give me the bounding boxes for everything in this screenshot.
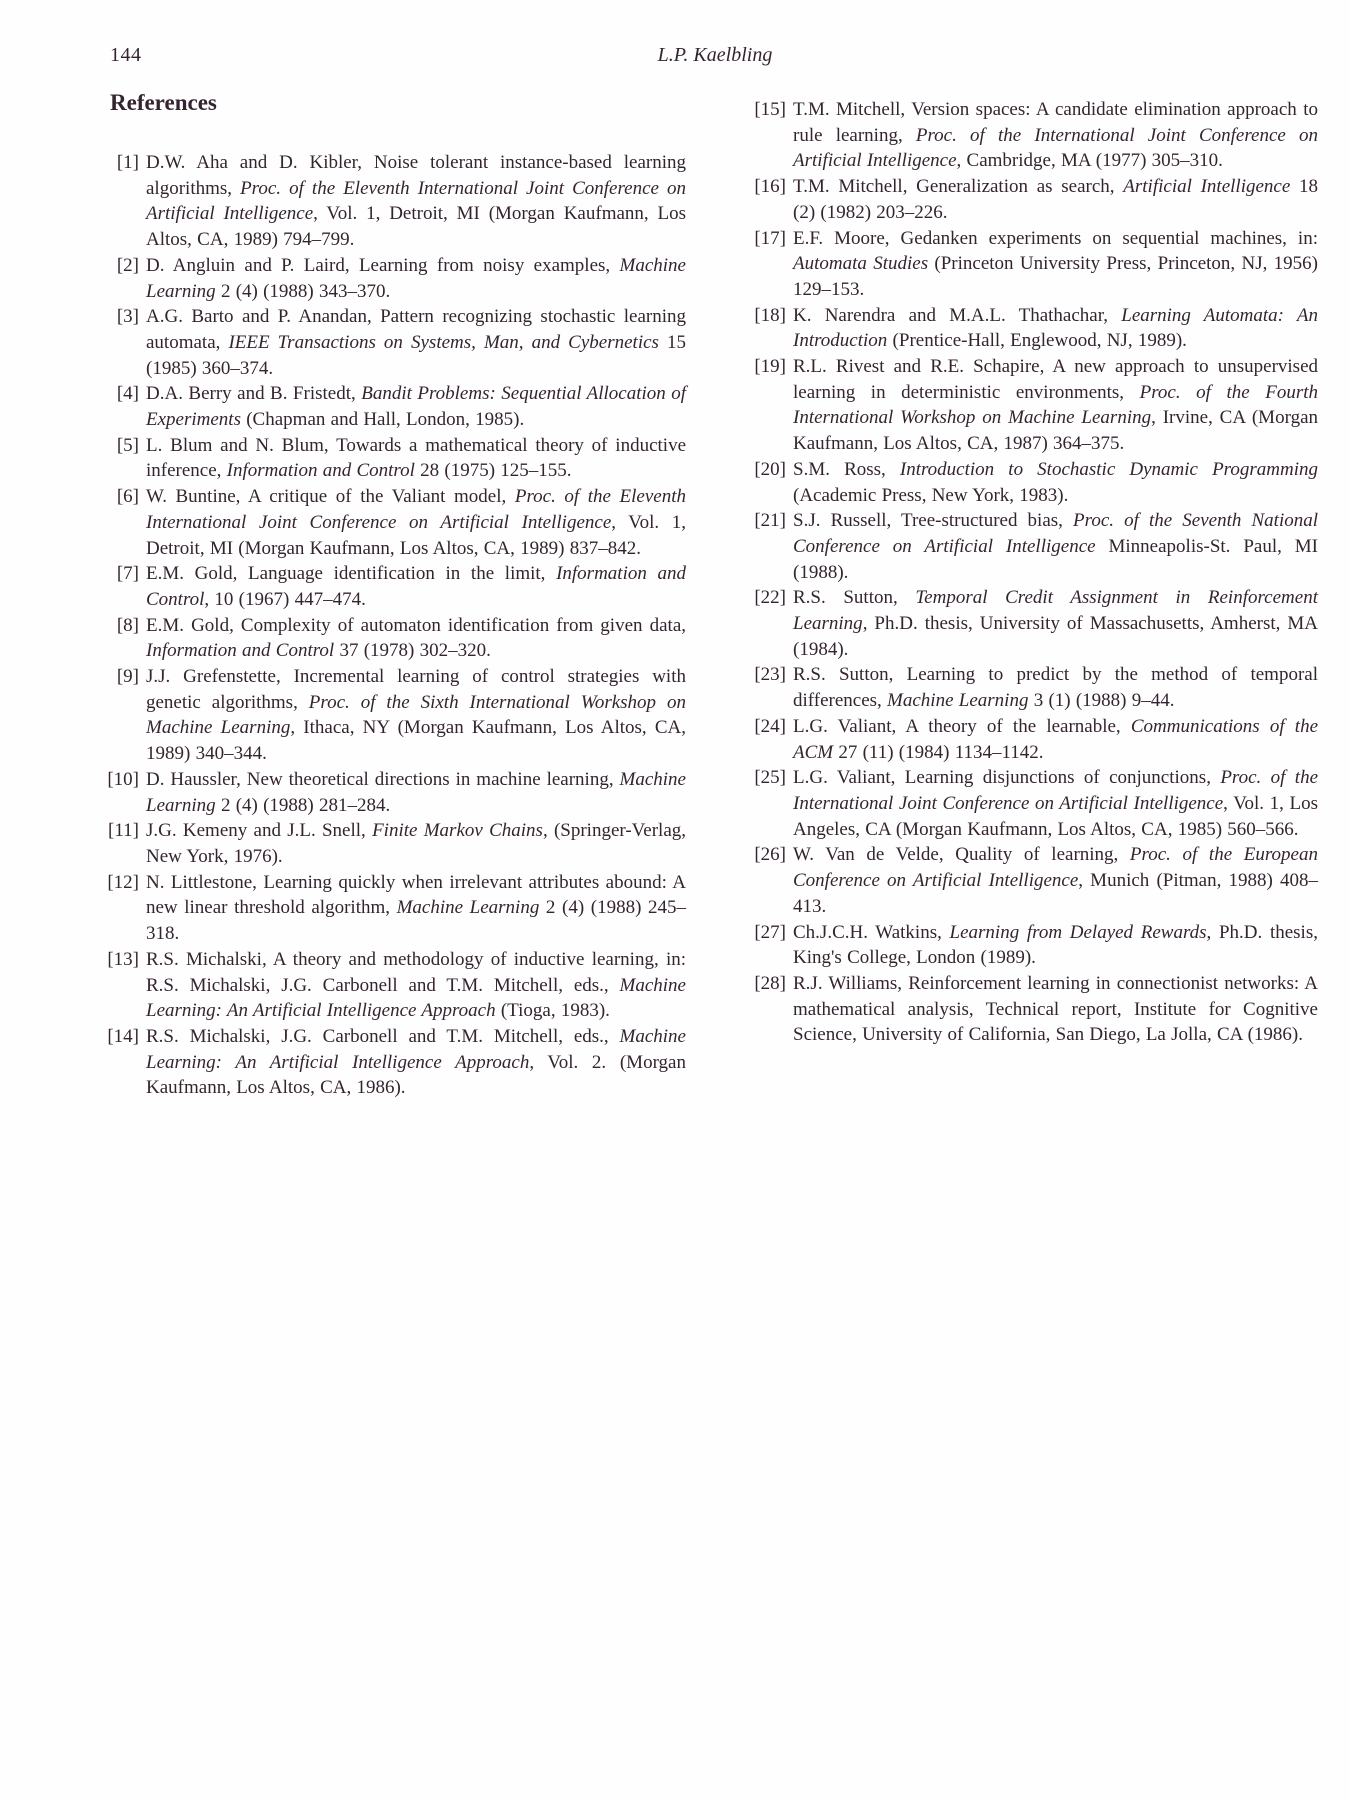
reference-item [746, 174, 1318, 225]
reference-item [746, 971, 1318, 1048]
reference-number: [16] [754, 176, 786, 198]
reference-text: J.G. Kemeny and J.L. Snell, Finite Markov Chains, (Springer-Verlag, New York, 1976). [146, 820, 687, 867]
reference-number: [25] [754, 767, 786, 789]
reference-number: [1] [116, 152, 139, 173]
running-head: L.P. Kaelbling [657, 44, 773, 66]
reference-number: [19] [754, 356, 786, 378]
reference-text: R.S. Michalski, A theory and methodology of inductive learning, in: R.S. Michalski, J.G. Carbonell and T.M. Mitchell, eds., Machine Learning: An Artificial Intelligence Approach (Tioga, 1983). [146, 948, 686, 1022]
reference-item [106, 484, 686, 561]
reference-item [106, 561, 686, 612]
reference-number: [2] [116, 254, 139, 276]
reference-text: E.M. Gold, Complexity of automaton identification from given data, Information and Control 37 (1978) 302–320. [146, 614, 686, 662]
reference-number: [15] [754, 99, 786, 120]
reference-number: [7] [116, 563, 139, 585]
reference-text: T.M. Mitchell, Generalization as search, Artificial Intelligence 18 (2) (1982) 203–226. [793, 176, 1319, 223]
reference-item [746, 354, 1318, 457]
reference-item [746, 226, 1318, 303]
reference-item [106, 947, 686, 1024]
reference-item [746, 457, 1318, 508]
reference-item [746, 585, 1318, 662]
reference-item [106, 818, 686, 869]
reference-text: R.L. Rivest and R.E. Schapire, A new approach to unsupervised learning in deterministic environments, Proc. of the Fourth International Workshop on Machine Learning, Irvine, CA (Morgan Kaufmann, Los Altos, CA, 1987) 364–375. [793, 356, 1318, 455]
reference-number: [13] [107, 948, 139, 970]
reference-text: A.G. Barto and P. Anandan, Pattern recognizing stochastic learning automata, IEEE Transactions on Systems, Man, and Cybernetics 15 (1985) 360–374. [146, 306, 686, 379]
reference-item [106, 1024, 686, 1101]
reference-item [746, 920, 1318, 971]
reference-number: [4] [116, 383, 139, 405]
reference-text: L. Blum and N. Blum, Towards a mathematical theory of inductive inference, Information and Control 28 (1975) 125–155. [146, 434, 686, 482]
reference-number: [24] [754, 715, 786, 737]
reference-item [106, 253, 686, 304]
reference-text: D.A. Berry and B. Fristedt, Bandit Problems: Sequential Allocation of Experiments (Chapman and Hall, London, 1985). [146, 383, 686, 431]
reference-text: D. Angluin and P. Laird, Learning from noisy examples, Machine Learning 2 (4) (1988) 343–370. [146, 254, 686, 302]
reference-text: D. Haussler, New theoretical directions in machine learning, Machine Learning 2 (4) (1988) 281–284. [146, 768, 686, 816]
reference-text: R.S. Sutton, Temporal Credit Assignment in Reinforcement Learning, Ph.D. thesis, University of Massachusetts, Amherst, MA (1984). [793, 587, 1318, 660]
reference-number: [11] [108, 820, 139, 842]
reference-number: [6] [116, 486, 139, 508]
reference-item [746, 303, 1318, 354]
reference-text: E.M. Gold, Language identification in the limit, Information and Control, 10 (1967) 447–474. [146, 563, 686, 610]
reference-text: E.F. Moore, Gedanken experiments on sequential machines, in: Automata Studies (Princeton University Press, Princeton, NJ, 1956) 129–153. [793, 227, 1318, 300]
reference-text: R.J. Williams, Reinforcement learning in connectionist networks: A mathematical analysis, Technical report, Institute for Cognitive Science, University of California, San Diego, La Jolla, CA (1986). [793, 972, 1318, 1046]
reference-number: [28] [754, 972, 786, 994]
reference-number: [10] [107, 768, 139, 790]
reference-number: [22] [754, 587, 786, 609]
reference-text: T.M. Mitchell, Version spaces: A candidate elimination approach to rule learning, Proc. of the International Joint Conference on Artificial Intelligence, Cambridge, MA (1977) 305–310. [793, 99, 1319, 172]
reference-number: [26] [754, 844, 786, 866]
reference-item [106, 381, 686, 432]
references-left-column [106, 90, 686, 1101]
reference-item [746, 765, 1318, 842]
reference-item [106, 767, 686, 818]
reference-text: W. Van de Velde, Quality of learning, Proc. of the European Conference on Artificial Intelligence, Munich (Pitman, 1988) 408–413. [793, 844, 1318, 917]
reference-number: [23] [754, 664, 786, 686]
reference-text: S.M. Ross, Introduction to Stochastic Dynamic Programming (Academic Press, New York, 1983). [793, 458, 1318, 506]
reference-text: D.W. Aha and D. Kibler, Noise tolerant instance-based learning algorithms, Proc. of the Eleventh International Joint Conference on Artificial Intelligence, Vol. 1, Detroit, MI (Morgan Kaufmann, Los Altos, CA, 1989) 794–799. [146, 152, 687, 251]
reference-text: R.S. Sutton, Learning to predict by the method of temporal differences, Machine Learning 3 (1) (1988) 9–44. [793, 664, 1318, 712]
reference-text: L.G. Valiant, A theory of the learnable, Communications of the ACM 27 (11) (1984) 1134–1142. [793, 715, 1318, 763]
references-right-column [746, 97, 1318, 1048]
reference-number: [14] [107, 1025, 139, 1047]
reference-item [746, 508, 1318, 585]
reference-text: Ch.J.C.H. Watkins, Learning from Delayed Rewards, Ph.D. thesis, King's College, London (1989). [793, 921, 1318, 969]
reference-list-right [746, 97, 1318, 1048]
reference-number: [8] [116, 614, 139, 636]
reference-number: [12] [107, 871, 139, 893]
reference-number: [17] [754, 227, 786, 249]
reference-number: [9] [116, 666, 139, 688]
reference-number: [18] [754, 304, 786, 326]
page-number: 144 [110, 44, 142, 66]
reference-text: K. Narendra and M.A.L. Thathachar, Learning Automata: An Introduction (Prentice-Hall, Englewood, NJ, 1989). [793, 304, 1318, 352]
reference-item [106, 613, 686, 664]
reference-text: L.G. Valiant, Learning disjunctions of conjunctions, Proc. of the International Joint Conference on Artificial Intelligence, Vol. 1, Los Angeles, CA (Morgan Kaufmann, Los Altos, CA, 1985) 560–566. [793, 767, 1319, 840]
reference-item [106, 664, 686, 767]
reference-number: [3] [116, 306, 139, 328]
reference-text: N. Littlestone, Learning quickly when irrelevant attributes abound: A new linear threshold algorithm, Machine Learning 2 (4) (1988) 245–318. [146, 871, 686, 945]
section-title: References [110, 90, 217, 115]
reference-text: R.S. Michalski, J.G. Carbonell and T.M. Mitchell, eds., Machine Learning: An Artificial Intelligence Approach, Vol. 2. (Morgan Kaufmann, Los Altos, CA, 1986). [146, 1025, 686, 1099]
reference-item [746, 662, 1318, 713]
reference-number: [27] [754, 921, 786, 943]
reference-text: S.J. Russell, Tree-structured bias, Proc. of the Seventh National Conference on Artificial Intelligence Minneapolis-St. Paul, MI (1988). [793, 510, 1319, 583]
reference-item [746, 714, 1318, 765]
reference-item [746, 97, 1318, 174]
reference-number: [5] [116, 434, 139, 456]
reference-text: J.J. Grefenstette, Incremental learning of control strategies with genetic algorithms, Proc. of the Sixth International Workshop on Machine Learning, Ithaca, NY (Morgan Kaufmann, Los Altos, CA, 1989) 340–344. [146, 666, 686, 765]
reference-item [106, 150, 686, 253]
reference-item [106, 870, 686, 947]
reference-list-left [106, 150, 686, 1101]
reference-item [746, 842, 1318, 919]
reference-item [106, 433, 686, 484]
reference-item [106, 304, 686, 381]
reference-number: [20] [754, 458, 786, 480]
reference-number: [21] [754, 510, 786, 532]
reference-text: W. Buntine, A critique of the Valiant model, Proc. of the Eleventh International Joint Conference on Artificial Intelligence, Vol. 1, Detroit, MI (Morgan Kaufmann, Los Altos, CA, 1989) 837–842. [146, 486, 686, 559]
